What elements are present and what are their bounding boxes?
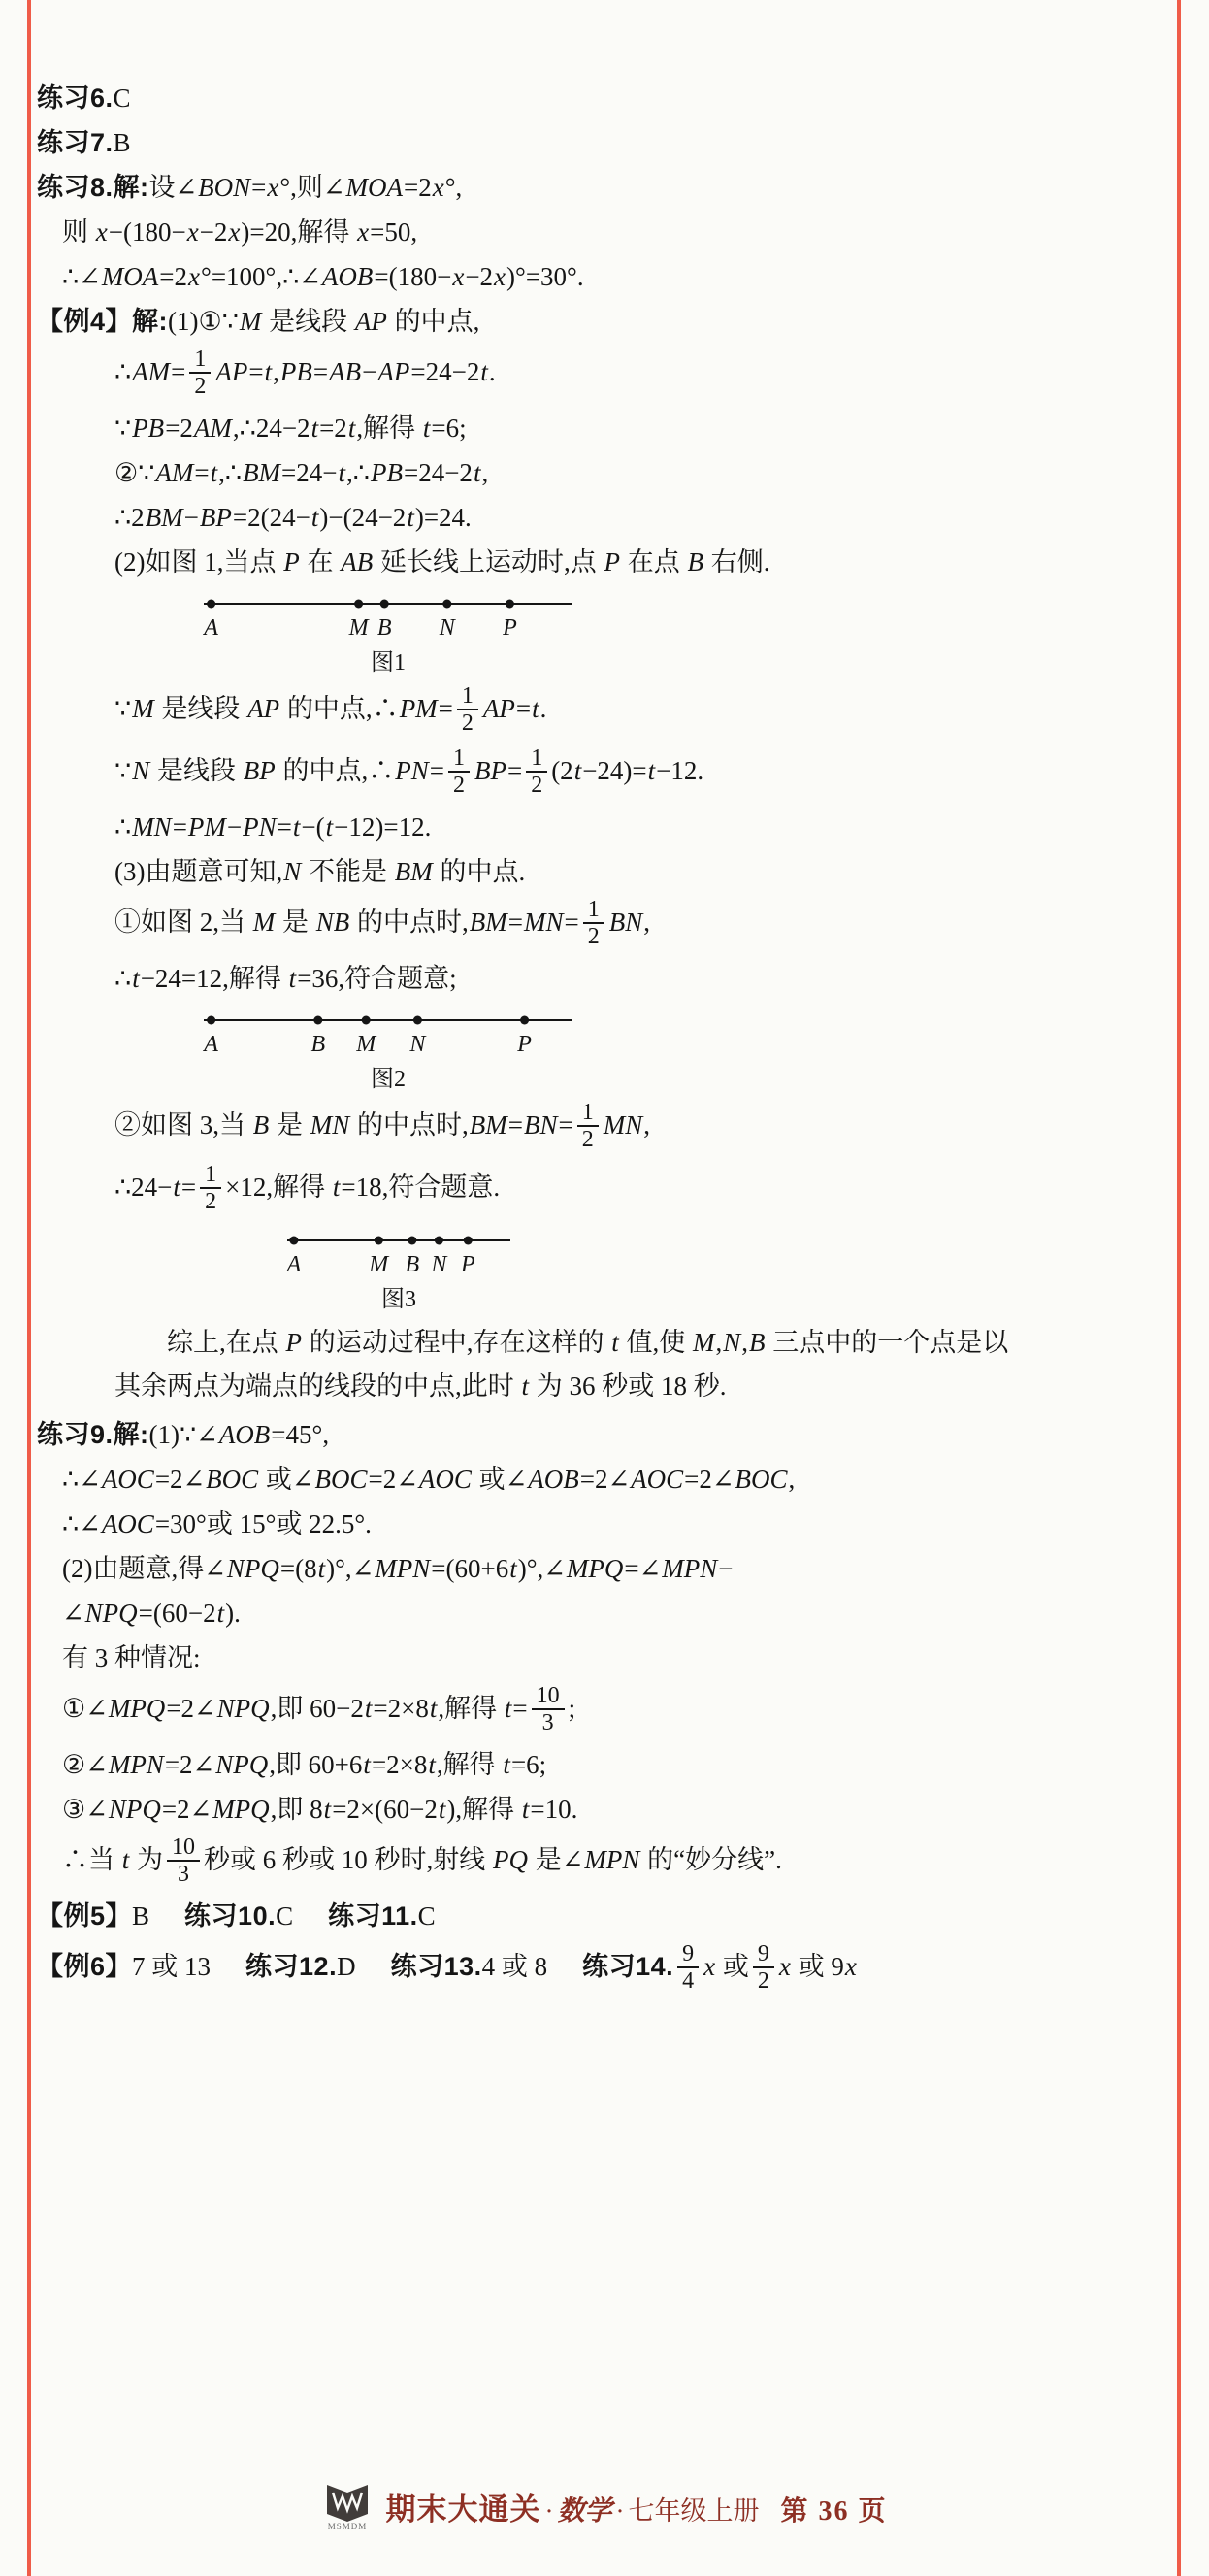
math-text: ②如图 3,当 B 是 MN 的中点时,BM=BN= [114, 1110, 573, 1140]
text-line [37, 1938, 1174, 2000]
fraction: $\frac{1}{2}$ [583, 897, 604, 949]
svg-text:A: A [286, 1252, 302, 1277]
svg-text:N: N [409, 1032, 426, 1057]
footer-text [385, 2485, 887, 2528]
text-line [37, 956, 1174, 1001]
bold-label: 练习13. [390, 1952, 482, 1982]
math-text: 7 或 13 [132, 1952, 212, 1982]
math-text: ∵N 是线段 BP 的中点,∴PN= [114, 756, 444, 786]
math-text: 则 x−(180−x−2x)=20,解得 x=50, [62, 217, 418, 247]
math-text: (1)∵∠AOB=45°, [148, 1420, 330, 1449]
text-line [37, 1635, 1174, 1680]
number-line-figure [204, 1008, 572, 1093]
svg-text:A: A [204, 1032, 218, 1057]
answer-text: D [337, 1952, 356, 1982]
footer-grade: 七年级上册 [628, 2495, 760, 2526]
bold-label: 练习9.解: [37, 1420, 149, 1449]
text-line [37, 210, 1174, 254]
math-text: BN, [608, 908, 650, 938]
footer-subject: 数学 [557, 2495, 612, 2526]
fraction: $\frac{1}{2}$ [577, 1100, 599, 1152]
fraction: $\frac{1}{2}$ [457, 683, 478, 736]
text-line [37, 1787, 1174, 1832]
math-text: ①∠MPQ=2∠NPQ,即 60−2t=2×8t,解得 t= [62, 1694, 528, 1724]
math-text: ∴2BM−BP=2(24−t)−(24−2t)=24. [114, 503, 472, 532]
bold-label: 练习7. [37, 128, 114, 157]
bold-label: 练习11. [328, 1901, 418, 1931]
math-text: ∴∠AOC=30°或 15°或 22.5°. [62, 1509, 372, 1538]
text-line [37, 849, 1174, 894]
text-line [37, 680, 1174, 743]
math-text: (2)由题意,得∠NPQ=(8t)°,∠MPN=(60+6t)°,∠MPQ=∠MPN− [62, 1554, 734, 1583]
answer-text: C [113, 83, 131, 113]
figure-caption: 图1 [371, 650, 406, 676]
math-text: x 或 9x [778, 1952, 857, 1982]
math-text: (2)如图 1,当点 P 在 AB 延长线上运动时,点 P 在点 B 右侧. [114, 547, 770, 577]
footer-separator-dot: · [544, 2495, 554, 2526]
publisher-logo-icon [321, 2481, 374, 2531]
text-line [37, 1894, 1174, 1938]
svg-text:B: B [310, 1032, 326, 1057]
math-text: ∴24−t= [114, 1172, 197, 1203]
svg-text:P: P [460, 1252, 475, 1277]
math-text: ∴t−24=12,解得 t=36,符合题意; [114, 964, 457, 993]
text-line [37, 299, 1174, 344]
text-line [37, 1546, 1174, 1591]
fraction: $\frac{9}{4}$ [677, 1941, 699, 1994]
answer-text: C [417, 1901, 436, 1931]
math-text: ②∵AM=t,∴BM=24−t,∴PB=24−2t, [114, 458, 489, 487]
svg-text:N: N [439, 615, 455, 641]
math-text: x 或 [703, 1952, 749, 1982]
bold-label: 练习10. [184, 1901, 277, 1931]
svg-text:M: M [348, 615, 369, 641]
fraction: $\frac{1}{2}$ [526, 745, 547, 798]
math-text: ; [568, 1694, 576, 1724]
svg-text:P: P [517, 1032, 532, 1057]
text-line [37, 1591, 1174, 1635]
answer-text: B [113, 128, 131, 157]
bold-label: 练习12. [245, 1952, 338, 1982]
text-line [37, 1412, 1174, 1457]
text-paragraph [37, 1317, 1022, 1412]
text-line [37, 495, 1174, 540]
page-margin-line-left [27, 0, 31, 2576]
math-text: ∴当 t 为 [62, 1845, 164, 1875]
text-line [37, 120, 1174, 165]
text-line [37, 805, 1174, 849]
math-text: 设∠BON=x°,则∠MOA=2x°, [148, 173, 463, 202]
svg-text:M: M [369, 1252, 389, 1277]
svg-text:N: N [431, 1252, 447, 1277]
math-text: ∴AM= [114, 357, 186, 387]
math-text: ∵PB=2AM,∴24−2t=2t,解得 t=6; [114, 413, 467, 443]
bold-label: 【例4】解: [37, 307, 169, 336]
math-text: ②∠MPN=2∠NPQ,即 60+6t=2×8t,解得 t=6; [62, 1750, 547, 1779]
math-text: 有 3 种情况: [62, 1643, 201, 1672]
text-line [37, 1159, 1174, 1221]
svg-text:M: M [356, 1032, 376, 1057]
fraction: $\frac{1}{2}$ [189, 347, 211, 399]
math-text: BP= [474, 756, 523, 786]
bold-label: 练习14. [582, 1952, 674, 1982]
text-line [37, 450, 1174, 495]
text-line [37, 254, 1174, 299]
footer-separator-dot: · [615, 2495, 625, 2526]
math-text: ①如图 2,当 M 是 NB 的中点时,BM=MN= [114, 908, 579, 938]
text-line [37, 1097, 1174, 1159]
bold-label: 【例5】 [37, 1901, 133, 1931]
math-text: 秒或 6 秒或 10 秒时,射线 PQ 是∠MPN 的“妙分线”. [204, 1845, 782, 1875]
page-margin-line-right [1177, 0, 1181, 2576]
text-line [37, 76, 1174, 120]
text-line [37, 1457, 1174, 1502]
math-text: 4 或 8 [481, 1952, 548, 1982]
svg-text:A: A [204, 615, 218, 641]
math-text: (2t−24)=t−12. [551, 756, 704, 786]
math-text: AP=t,PB=AB−AP=24−2t. [215, 357, 496, 387]
math-text: ∴MN=PM−PN=t−(t−12)=12. [114, 812, 432, 842]
math-text: ×12,解得 t=18,符合题意. [225, 1172, 501, 1203]
text-line [37, 743, 1174, 805]
math-text: ∴∠AOC=2∠BOC 或∠BOC=2∠AOC 或∠AOB=2∠AOC=2∠BOC, [62, 1465, 796, 1494]
fraction: $\frac{1}{2}$ [200, 1162, 221, 1214]
bold-label: 练习8.解: [37, 173, 149, 202]
text-line [37, 540, 1174, 584]
text-line [37, 1680, 1174, 1742]
text-line [37, 165, 1174, 210]
math-text: MN, [603, 1110, 650, 1140]
figure-caption: 图2 [371, 1067, 406, 1092]
logo-caption-text: MSMDM [328, 2522, 368, 2531]
bold-label: 【例6】 [37, 1952, 133, 1982]
math-text: ③∠NPQ=2∠MPQ,即 8t=2×(60−2t),解得 t=10. [62, 1795, 578, 1824]
footer-series-title: 期末大通关 [385, 2492, 541, 2526]
answer-text: C [276, 1901, 294, 1931]
fraction: $\frac{1}{2}$ [448, 745, 470, 798]
text-line [37, 1742, 1174, 1787]
answer-text: B [132, 1901, 150, 1931]
fraction: $\frac{9}{2}$ [753, 1941, 774, 1994]
text-line [37, 894, 1174, 956]
number-line-figure [204, 592, 572, 677]
svg-text:P: P [503, 615, 517, 641]
number-line-figure [287, 1229, 510, 1313]
text-line [37, 406, 1174, 450]
math-text: (1)①∵M 是线段 AP 的中点, [168, 307, 480, 336]
bold-label: 练习6. [37, 83, 114, 113]
fraction: $\frac{10}{3}$ [167, 1834, 200, 1887]
figure-caption: 图3 [381, 1287, 416, 1312]
math-text: 综上,在点 P 的运动过程中,存在这样的 t 值,使 M,N,B 三点中的一个点是以其余两点为端点的线段的中点,此时 t 为 36 秒或 18 秒. [114, 1328, 1009, 1401]
math-text: AP=t. [482, 694, 547, 724]
footer-page-number: 第 36 页 [780, 2495, 888, 2526]
svg-text:B: B [405, 1252, 420, 1277]
fraction: $\frac{10}{3}$ [532, 1683, 565, 1735]
math-text: (3)由题意可知,N 不能是 BM 的中点. [114, 857, 526, 886]
math-text: ∠NPQ=(60−2t). [62, 1599, 241, 1628]
text-line [37, 1832, 1174, 1894]
content [37, 76, 1174, 2000]
page-footer [0, 2481, 1209, 2531]
svg-text:B: B [376, 615, 392, 641]
math-text: ∵M 是线段 AP 的中点,∴PM= [114, 694, 453, 724]
math-text: ∴∠MOA=2x°=100°,∴∠AOB=(180−x−2x)°=30°. [62, 262, 584, 291]
text-line [37, 1502, 1174, 1546]
text-line [37, 344, 1174, 406]
